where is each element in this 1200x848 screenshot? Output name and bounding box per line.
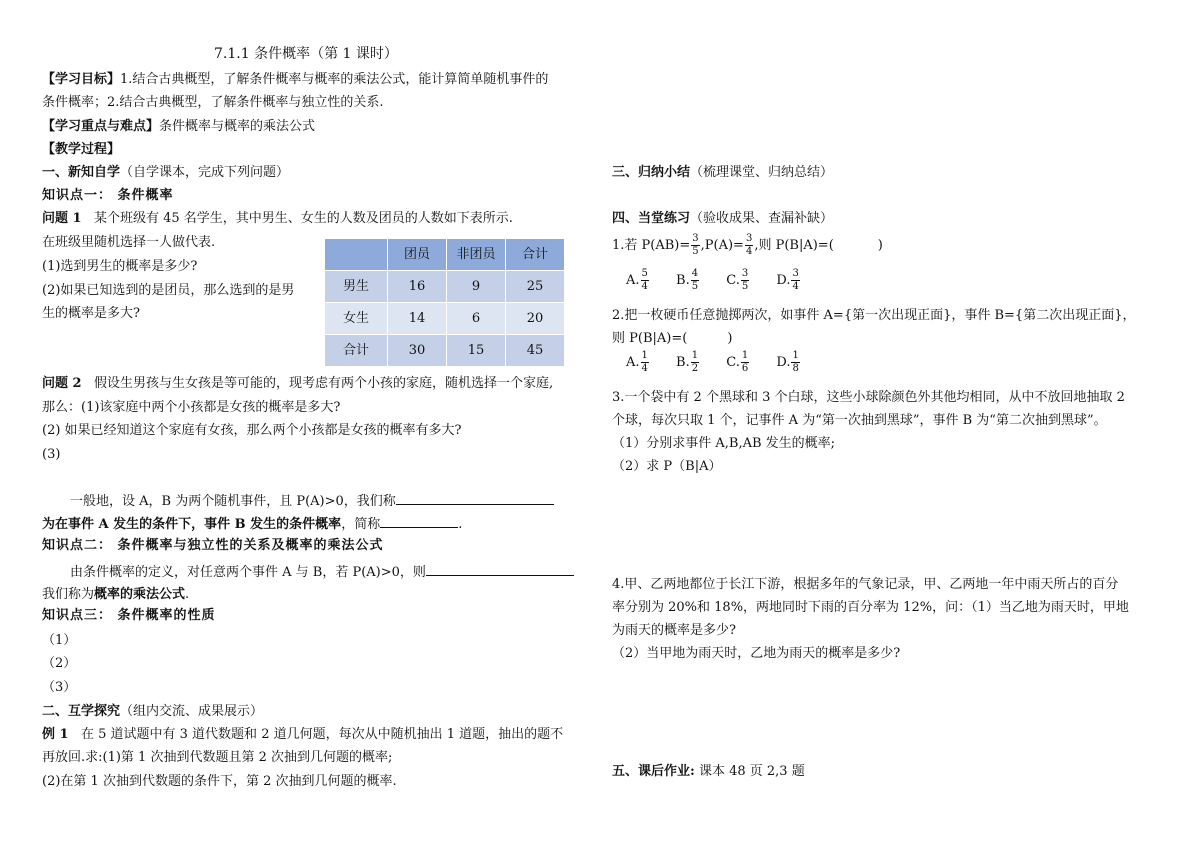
fraction: $\frac{1}{2}$: [691, 350, 699, 374]
example1-line2: 再放回.求:(1)第 1 次抽到代数题且第 2 次抽到几何题的概率;: [42, 750, 393, 765]
option-c[interactable]: C. $\frac{3}{5}$: [726, 268, 749, 292]
table-cell: 9: [447, 271, 506, 303]
objectives-label: 【学习目标】: [42, 72, 121, 87]
question1-line1: 问题 1 某个班级有 45 名学生，其中男生、女生的人数及团员的人数如下表所示.: [42, 211, 513, 226]
key-points-label: 【学习重点与难点】: [42, 119, 160, 134]
table-cell: 30: [388, 335, 447, 367]
table-cell: 15: [447, 335, 506, 367]
fraction: $\frac{3}{4}$: [792, 268, 799, 292]
exercise1-options: [626, 268, 823, 293]
page-title: 7.1.1 条件概率（第 1 课时）: [214, 46, 398, 62]
knowledge-point-1: 知识点一： 条件概率: [42, 188, 174, 203]
option-c[interactable]: C. $\frac{1}{6}$: [726, 350, 749, 374]
section4-heading: 四、当堂练习（验收成果、查漏补缺）: [612, 211, 834, 226]
table-cell: 14: [388, 303, 447, 335]
section1-heading: 一、新知自学（自学课本，完成下列问题）: [42, 165, 290, 180]
exercise3-sub1: （1）分别求事件 A,B,AB 发生的概率;: [612, 436, 836, 451]
exercise4-line1: 4.甲、乙两地都位于长江下游，根据多年的气象记录，甲、乙两地一年中雨天所占的百分: [612, 577, 1119, 592]
property-item-3: （3）: [42, 680, 77, 695]
fraction: $\frac{1}{4}$: [641, 350, 648, 374]
section5-homework: 五、课后作业: 课本 48 页 2,3 题: [612, 764, 805, 779]
question2-label: 问题 2: [42, 376, 82, 391]
table-cell: 6: [447, 303, 506, 335]
section3-heading: 三、归纳小结（梳理课堂、归纳总结）: [612, 165, 834, 180]
section2-heading: 二、互学探究（组内交流、成果展示）: [42, 704, 264, 719]
exercise2-line1: 2.把一枚硬币任意抛掷两次，如事件 A={第一次出现正面}，事件 B={第二次出现正面}，: [612, 308, 1136, 323]
property-item-1: （1）: [42, 633, 77, 648]
table-header-cell: 非团员: [447, 239, 506, 271]
fraction: $\frac{1}{8}$: [792, 350, 799, 374]
table-cell: 16: [388, 271, 447, 303]
example1-label: 例 1: [42, 727, 69, 742]
fraction: $\frac{3}{5}$: [692, 233, 699, 257]
option-a[interactable]: A. $\frac{1}{4}$: [626, 350, 648, 374]
multiplication-line1: 由条件概率的定义，对任意两个事件 A 与 B，若 P(A)>0，则: [70, 561, 574, 583]
student-stats-table: [324, 238, 565, 367]
question2-line3: (2) 如果已经知道这个家庭有女孩，那么两个小孩都是女孩的概率有多大?: [42, 423, 462, 438]
question1-line4: (2)如果已知选到的是团员，那么选到的是男: [42, 283, 295, 298]
option-a[interactable]: A. $\frac{5}{4}$: [626, 268, 648, 292]
table-cell: 女生: [325, 303, 388, 335]
table-cell: 45: [506, 335, 565, 367]
knowledge-point-3: 知识点三： 条件概率的性质: [42, 608, 216, 623]
fraction: $\frac{3}{4}$: [745, 233, 753, 257]
exercise3-line1: 3.一个袋中有 2 个黑球和 3 个白球，这些小球除颜色外其他均相同，从中不放回地抽取 2: [612, 390, 1125, 405]
exercise2-options: [626, 350, 823, 375]
table-header-cell: 团员: [388, 239, 447, 271]
question2-line2: 那么：(1)该家庭中两个小孩都是女孩的概率是多大?: [42, 400, 341, 415]
fraction: $\frac{5}{4}$: [641, 268, 648, 292]
table-row: [325, 335, 565, 367]
table-header-cell: [325, 239, 388, 271]
fraction: $\frac{4}{5}$: [691, 268, 699, 292]
exercise2-line2: 则 P(B|A)=( ): [612, 331, 733, 346]
multiplication-blank[interactable]: [426, 561, 574, 576]
question2-line1: 问题 2 假设生男孩与生女孩是等可能的，现考虑有两个小孩的家庭，随机选择一个家庭,: [42, 376, 554, 391]
option-d[interactable]: D. $\frac{1}{8}$: [776, 350, 799, 374]
option-d[interactable]: D. $\frac{3}{4}$: [776, 268, 799, 292]
multiplication-line2: 我们称为概率的乘法公式.: [42, 587, 190, 602]
question1-label: 问题 1: [42, 211, 82, 226]
table-cell: 25: [506, 271, 565, 303]
table-row: [325, 271, 565, 303]
key-points: 【学习重点与难点】条件概率与概率的乘法公式: [42, 119, 316, 134]
process-label: 【教学过程】: [42, 142, 121, 157]
exercise3-sub2: （2）求 P（B|A）: [612, 459, 722, 474]
table-cell: 合计: [325, 335, 388, 367]
question1-line2: 在班级里随机选择一人做代表.: [42, 235, 216, 250]
question2-line4: (3): [42, 447, 61, 462]
exercise1-question: 1.若 P(AB)= $\frac{3}{5}$ ,P(A)= $\frac{3}{4}$ ,则 P(B|A)=( ): [612, 233, 883, 257]
definition-line2: 为在事件 A 发生的条件下，事件 B 发生的条件概率，简称 .: [42, 513, 462, 535]
knowledge-point-2: 知识点二： 条件概率与独立性的关系及概率的乘法公式: [42, 538, 384, 553]
example1-line3: (2)在第 1 次抽到代数题的条件下，第 2 次抽到几何题的概率.: [42, 774, 397, 789]
table-header-row: [325, 239, 565, 271]
table-header-cell: 合计: [506, 239, 565, 271]
fraction: $\frac{3}{5}$: [741, 268, 749, 292]
definition-blank-1[interactable]: [396, 490, 554, 505]
property-item-2: （2）: [42, 656, 77, 671]
objectives-line1: 【学习目标】1.结合古典概型，了解条件概率与概率的乘法公式，能计算简单随机事件的: [42, 72, 549, 87]
table-cell: 20: [506, 303, 565, 335]
option-b[interactable]: B. $\frac{4}{5}$: [676, 268, 699, 292]
exercise4-line3: 为雨天的概率是多少?: [612, 623, 736, 638]
definition-blank-2[interactable]: [380, 513, 458, 528]
table-cell: 男生: [325, 271, 388, 303]
objectives-line2: 条件概率；2.结合古典概型，了解条件概率与独立性的关系.: [42, 95, 384, 110]
option-b[interactable]: B. $\frac{1}{2}$: [676, 350, 699, 374]
exercise4-line4: （2）当甲地为雨天时，乙地为雨天的概率是多少?: [612, 646, 901, 661]
exercise3-line2: 个球，每次只取 1 个，记事件 A 为“第一次抽到黑球”，事件 B 为“第二次抽到黑球”。: [612, 413, 1107, 428]
exercise4-line2: 率分别为 20%和 18%，两地同时下雨的百分率为 12%，问：（1）当乙地为雨天时，甲地: [612, 600, 1129, 615]
definition-line1: 一般地，设 A，B 为两个随机事件，且 P(A)>0，我们称: [70, 490, 554, 512]
question1-line3: (1)选到男生的概率是多少?: [42, 259, 198, 274]
example1-line1: 例 1 在 5 道试题中有 3 道代数题和 2 道几何题，每次从中随机抽出 1 道题，抽出的题不: [42, 727, 564, 742]
question1-line5: 生的概率是多大?: [42, 306, 140, 321]
fraction: $\frac{1}{6}$: [741, 350, 749, 374]
table-row: [325, 303, 565, 335]
